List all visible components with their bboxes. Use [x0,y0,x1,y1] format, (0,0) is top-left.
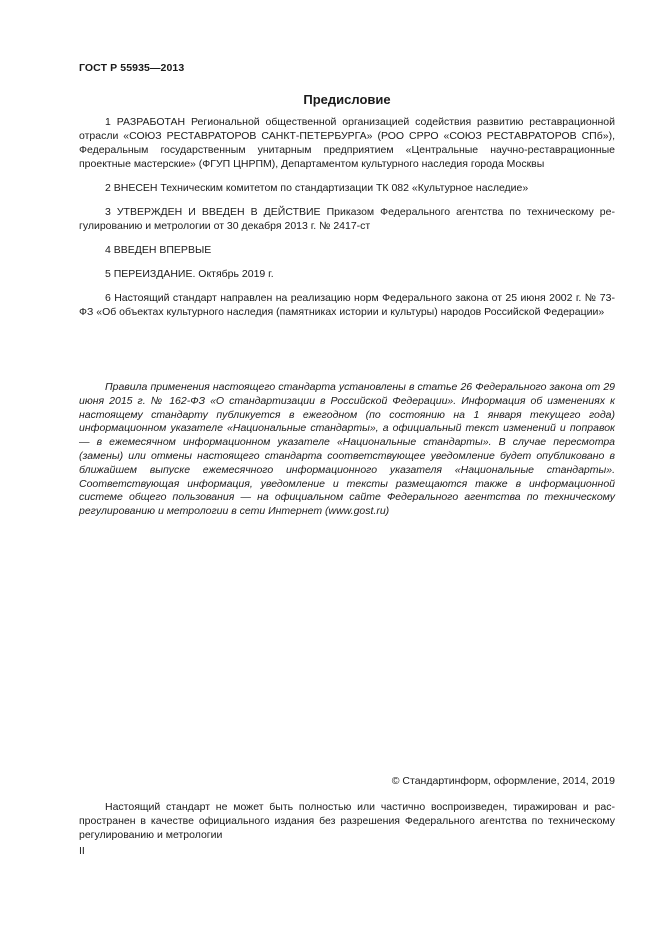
copyright-notice: Настоящий стандарт не может быть полностью или частично воспроизведен, тиражирован и распространен в качестве официального издания без разрешения Федерального агентства по техническому регулированию и метрологии [79,801,615,841]
rules-note: Правила применения настоящего стандарта установлены в статье 26 Федерального закона от 29 июня 2015 г. № 162-ФЗ «О стандартизации в Российской Федерации». Информация об изменениях к настоящему стандарту публикуется в ежегодном (по состоянию на 1 января текущего года) информационном указателе «Национальные стандарты», а официальный текст изменений и поправок — в ежемесячном информационном указателе «Национальные стандарты». В случае пересмотра (замены) или отмены настоящего стандарта соответствующее уведомление будет опубликовано в ближайшем выпуске ежемесячного информационного указателя «Национальные стандарты». Соответствующая информация, уведомление и тексты размещаются также в информационной системе общего пользования — на официальном сайте Федерального агентства по техническому регулированию и метрологии в сети Интернет (www.gost.ru) [79,381,615,518]
page-number: II [79,845,85,857]
foreword-item-3: 3 УТВЕРЖДЕН И ВВЕДЕН В ДЕЙСТВИЕ Приказом Федерального агентства по техническому регулированию и метрологии от 30 декабря 2013 г. № 2417-ст [79,206,615,232]
foreword-item-4: 4 ВВЕДЕН ВПЕРВЫЕ [105,244,212,256]
foreword-item-2: 2 ВНЕСЕН Техническим комитетом по стандартизации ТК 082 «Культурное наследие» [105,182,529,194]
foreword-item-6: 6 Настоящий стандарт направлен на реализацию норм Федерального закона от 25 июня 2002 г. № 73-ФЗ «Об объектах культурного наследия (памятниках истории и культуры) народов Российской Федерации» [79,292,615,318]
foreword-item-5: 5 ПЕРЕИЗДАНИЕ. Октябрь 2019 г. [105,268,274,280]
page-title: Предисловие [303,92,391,107]
copyright: © Стандартинформ, оформление, 2014, 2019 [391,775,615,787]
foreword-item-1: 1 РАЗРАБОТАН Региональной общественной организацией содействия развитию реставрационной отрасли «СОЮЗ РЕСТАВРАТОРОВ САНКТ-ПЕТЕРБУРГА» (РОО СРРО «СОЮЗ РЕСТАВРАТОРОВ СПб»), Федеральным государственным унитарным предприятием «Центральные научно-реставрационные проектные мастерские» (ФГУП ЦНРПМ), Департаментом культурного наследия города Москвы [79,116,615,170]
foreword-items [79,115,615,329]
document-code: ГОСТ Р 55935—2013 [79,62,185,74]
